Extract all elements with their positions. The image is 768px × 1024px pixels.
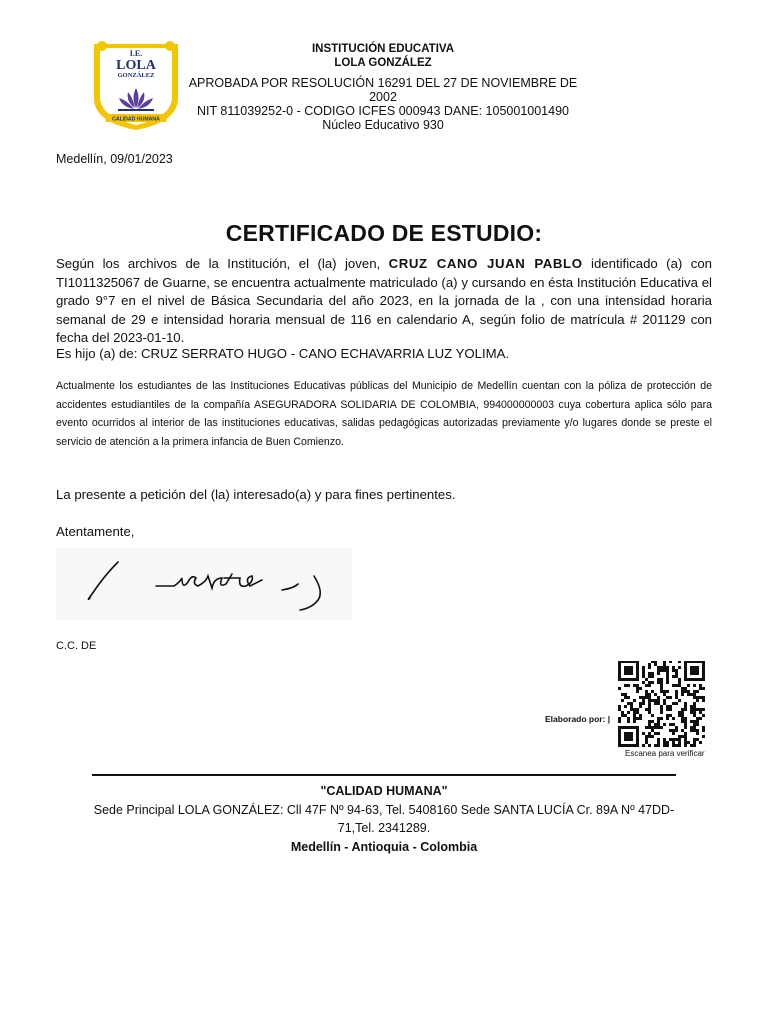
parents-line: Es hijo (a) de: CRUZ SERRATO HUGO - CANO ECHAVARRIA LUZ YOLIMA.	[56, 346, 510, 361]
institution-header	[180, 42, 586, 132]
institution-name: LOLA GONZÁLEZ	[334, 57, 432, 69]
body-details: identificado (a) con TI1011325067 de Guarne, se encuentra actualmente matriculado (a) y cursando en ésta Institución Educativa el grado 9°7 en el nivel de Básica Secundaria del año 2023, en la jornada de la , con una intensidad horaria semanal de 29 e intensidad horaria mensual de 116 en calendario A, según folio de matrícula # 201129 con fecha del 2023-01-10.	[56, 256, 713, 345]
signature-id-line: C.C. DE	[56, 640, 97, 652]
logo-sub-text: GONZÁLEZ	[117, 72, 155, 79]
logo-ribbon-text: CALIDAD HUMANA	[112, 116, 160, 123]
institution-codes: NIT 811039252-0 - CODIGO ICFES 000943 DANE: 105001001490	[197, 104, 569, 118]
footer-city: Medellín - Antioquia - Colombia	[290, 839, 478, 854]
logo-top-text: I.E.	[129, 49, 143, 58]
request-statement: La presente a petición del (la) interesado(a) y para fines pertinentes.	[56, 487, 456, 502]
footer-address: Sede Principal LOLA GONZÁLEZ: Cll 47F Nº 94-63, Tel. 5408160 Sede SANTA LUCÍA Cr. 89A Nº 47DD-71,Tel. 2341289.	[93, 802, 675, 835]
certificate-body	[56, 255, 712, 348]
body-intro: Según los archivos de la Institución, el (la) joven,	[56, 256, 389, 271]
issue-date: Medellín, 09/01/2023	[56, 152, 173, 166]
handwritten-signature	[56, 548, 352, 620]
qr-caption: Escanea para verificar	[625, 749, 705, 758]
insurance-policy-note: Actualmente los estudiantes de las Instituciones Educativas públicas del Municipio de Medellín cuentan con la póliza de protección de accidentes estudiantiles de la compañía ASEGURADORA SOLIDARIA DE COLOMBIA, 994000000003 cuya cobertura aplica sólo para evento ocurridos al interior de las instituciones educativas, salidas pedagógicas autorizadas previamente y/o lugares donde se preste el servicio de atención a la primera infancia de Buen Comienzo.	[56, 380, 712, 449]
verification-qr-code[interactable]	[617, 661, 709, 747]
school-logo	[88, 40, 184, 132]
institution-type: INSTITUCIÓN EDUCATIVA	[311, 43, 455, 55]
closing-regards: Atentamente,	[56, 524, 135, 539]
approval-resolution: APROBADA POR RESOLUCIÓN 16291 DEL 27 DE NOVIEMBRE DE 2002	[188, 76, 578, 104]
student-name: CRUZ CANO JUAN PABLO	[388, 256, 583, 271]
educational-nucleus: Núcleo Educativo 930	[322, 118, 444, 132]
certificate-title: CERTIFICADO DE ESTUDIO:	[225, 220, 543, 246]
footer-divider	[92, 774, 676, 776]
footer	[90, 782, 678, 856]
logo-main-text: LOLA	[116, 58, 156, 73]
elaborated-by: Elaborado por: |	[545, 714, 611, 724]
footer-motto: "CALIDAD HUMANA"	[320, 784, 448, 798]
